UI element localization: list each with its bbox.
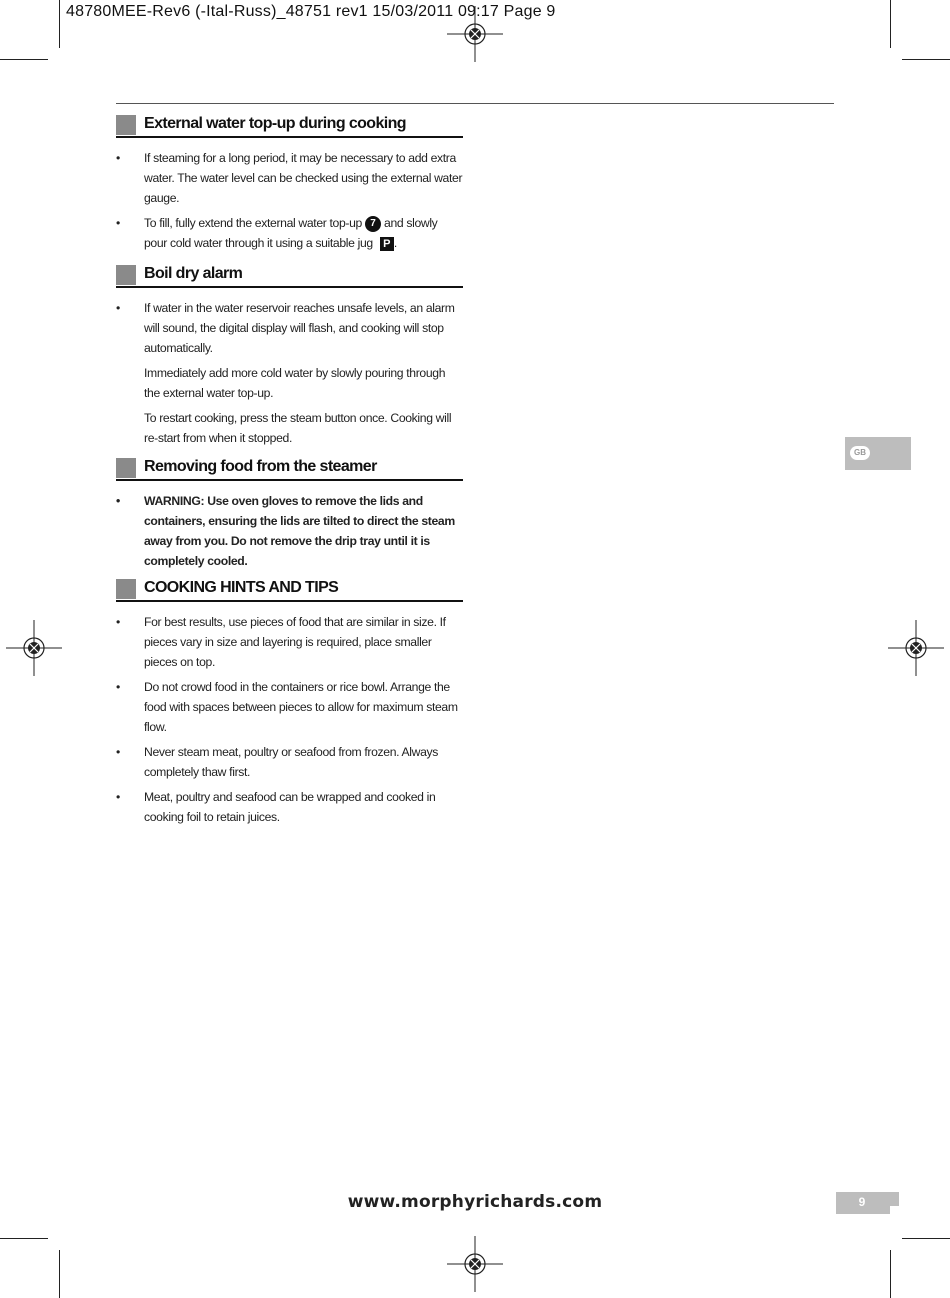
section-heading — [116, 578, 463, 602]
crop-mark-icon — [890, 0, 891, 48]
page-number-tab — [836, 1192, 899, 1214]
warning-text: WARNING: Use oven gloves to remove the lids and containers, ensuring the lids are tilted to direct the steam away from you. Do not remove the drip tray until it is completely cooled. — [144, 494, 455, 568]
crop-mark-icon — [902, 59, 950, 60]
warning-item — [116, 491, 463, 571]
section-heading — [116, 457, 463, 481]
crop-mark-icon — [59, 0, 60, 48]
bullet-icon: • — [116, 151, 120, 165]
bullet-item — [116, 298, 463, 358]
paragraph: Immediately add more cold water by slowly pouring through the external water top-up. — [144, 366, 446, 400]
bullet-text: If water in the water reservoir reaches unsafe levels, an alarm will sound, the digital display will flash, and cooking will stop automatically. — [144, 301, 455, 355]
bullet-icon: • — [116, 494, 120, 508]
language-tab — [845, 437, 911, 470]
footer-url: www.morphyrichards.com — [347, 1192, 603, 1212]
figure-letter-badge: P — [380, 237, 394, 251]
section-marker-icon — [116, 115, 136, 135]
section-heading — [116, 264, 463, 288]
paragraph: To restart cooking, press the steam button once. Cooking will re-start from when it stopped. — [144, 411, 452, 445]
crop-mark-icon — [59, 1250, 60, 1298]
section-marker-icon — [116, 265, 136, 285]
crop-mark-icon — [890, 1250, 891, 1298]
section-title: External water top-up during cooking — [144, 115, 406, 132]
bullet-icon: • — [116, 680, 120, 694]
bullet-item — [116, 612, 463, 672]
print-slug: 48780MEE-Rev6 (-Ital-Russ)_48751 rev1 15/03/2011 09:17 Page 9 — [66, 3, 556, 20]
bullet-icon: • — [116, 216, 120, 230]
section-title: Removing food from the steamer — [144, 458, 377, 475]
section-title: Boil dry alarm — [144, 265, 243, 282]
bullet-text: For best results, use pieces of food that are similar in size. If pieces vary in size and layering is required, place smaller pieces on top. — [144, 615, 446, 669]
part-number-badge: 7 — [365, 216, 381, 232]
bullet-icon: • — [116, 615, 120, 629]
bullet-item — [116, 677, 463, 737]
language-code: GB — [850, 446, 870, 460]
crop-mark-icon — [0, 59, 48, 60]
bullet-text: . — [393, 236, 397, 250]
content-column — [116, 114, 463, 832]
bullet-icon: • — [116, 301, 120, 315]
crop-mark-icon — [902, 1238, 950, 1239]
section-marker-icon — [116, 579, 136, 599]
page-number: 9 — [858, 1195, 866, 1209]
bullet-text: If steaming for a long period, it may be necessary to add extra water. The water level can be checked using the external water gauge. — [144, 151, 463, 205]
bullet-text: and slowly pour cold water through it using a suitable jug — [144, 216, 438, 250]
section-title: COOKING HINTS AND TIPS — [144, 579, 339, 596]
top-rule — [116, 103, 834, 104]
bullet-text: Do not crowd food in the containers or rice bowl. Arrange the food with spaces between pieces to allow for maximum steam flow. — [144, 680, 458, 734]
registration-mark-icon — [447, 6, 503, 62]
bullet-text: Meat, poultry and seafood can be wrapped and cooked in cooking foil to retain juices. — [144, 790, 436, 824]
bullet-item — [116, 787, 463, 827]
bullet-item — [116, 213, 463, 253]
bullet-text: Never steam meat, poultry or seafood from frozen. Always completely thaw first. — [144, 745, 439, 779]
section-heading — [116, 114, 463, 138]
bullet-item — [116, 742, 463, 782]
registration-mark-icon — [447, 1236, 503, 1292]
crop-mark-icon — [0, 1238, 48, 1239]
registration-mark-icon — [888, 620, 944, 676]
registration-mark-icon — [6, 620, 62, 676]
bullet-item — [116, 148, 463, 208]
tab-notch — [890, 1206, 899, 1214]
section-marker-icon — [116, 458, 136, 478]
bullet-icon: • — [116, 745, 120, 759]
bullet-text: To fill, fully extend the external water top-up — [144, 216, 365, 230]
bullet-icon: • — [116, 790, 120, 804]
